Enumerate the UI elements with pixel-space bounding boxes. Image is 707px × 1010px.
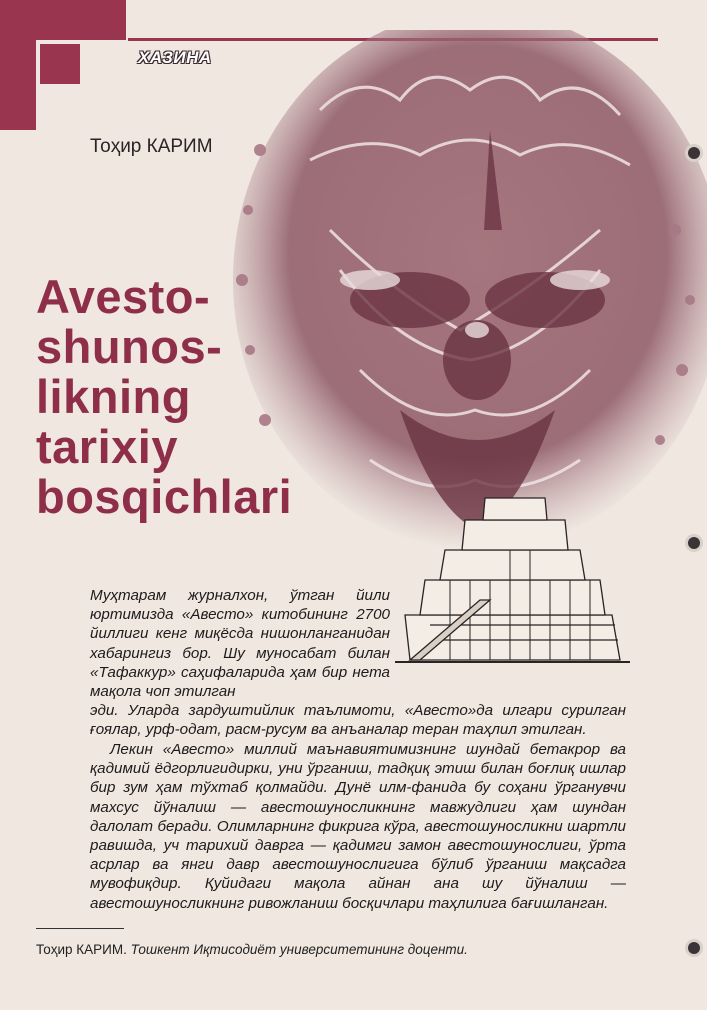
binder-hole-icon <box>688 942 700 954</box>
body-paragraph: Лекин «Авесто» миллий маънавиятимизнинг шундай бетакрор ва қадимий ёдгорлигидирки, уни ўрганиш, тадқиқ этиш билан боғлиқ ишлар бир зум ҳам тўхтаб қолмайди. Дунё илм-фанида бу соҳани ўрганувчи махсус йўналиш — авестошуносликнинг мавжудлиги ҳам шундан далолат беради. Олимларнинг фикрига кўра, авестошуносликни шартли равишда, уч тарихий даврга — қадимги замон авестошунослиги, ўрта асрлар ва янги давр авестошунослигига бўлиб ўрганиш мақсадга мувофиқдир. Қуйидаги мақола айнан ана шу йўналиш — авестошуносликнинг ривожланиш босқичлари таҳлилига бағишланган. <box>90 741 626 912</box>
corner-accent-top <box>36 0 126 40</box>
section-label: ХАЗИНА <box>138 48 212 67</box>
faravahar-illustration <box>220 30 707 670</box>
corner-accent-block <box>0 0 36 130</box>
author-byline: Тоҳир КАРИМ <box>90 136 213 157</box>
footnote-affiliation: Тошкент Иқтисодиёт университетининг доценти. <box>130 942 468 957</box>
corner-accent-square <box>40 44 80 84</box>
title-line: Avesto- <box>36 270 211 323</box>
binder-hole-icon <box>688 537 700 549</box>
intro-paragraph: Муҳтарам журналхон, ўтган йили юртимизда «Авесто» китобининг 2700 йиллиги кенг миқёсда нишонланганидан хабарингиз бор. Шу муносабат билан «Тафаккур» саҳифаларида ҳам бир нета мақола чоп этилган <box>90 587 390 701</box>
title-line: likning <box>36 370 191 423</box>
footnote <box>36 942 468 957</box>
intro-paragraph-continued: эди. Уларда зардуштийлик таълимоти, «Авесто»да илгари сурилган ғоялар, урф-одат, расм-русум ва анъаналар теран таҳлил этилган. <box>90 702 626 739</box>
title-line: bosqichlari <box>36 470 293 523</box>
footnote-divider <box>36 928 124 929</box>
title-line: tarixiy <box>36 420 178 473</box>
title-line: shunos- <box>36 320 223 373</box>
binder-hole-icon <box>688 147 700 159</box>
footnote-author: Тоҳир КАРИМ. <box>36 942 127 957</box>
article-title <box>36 272 292 522</box>
